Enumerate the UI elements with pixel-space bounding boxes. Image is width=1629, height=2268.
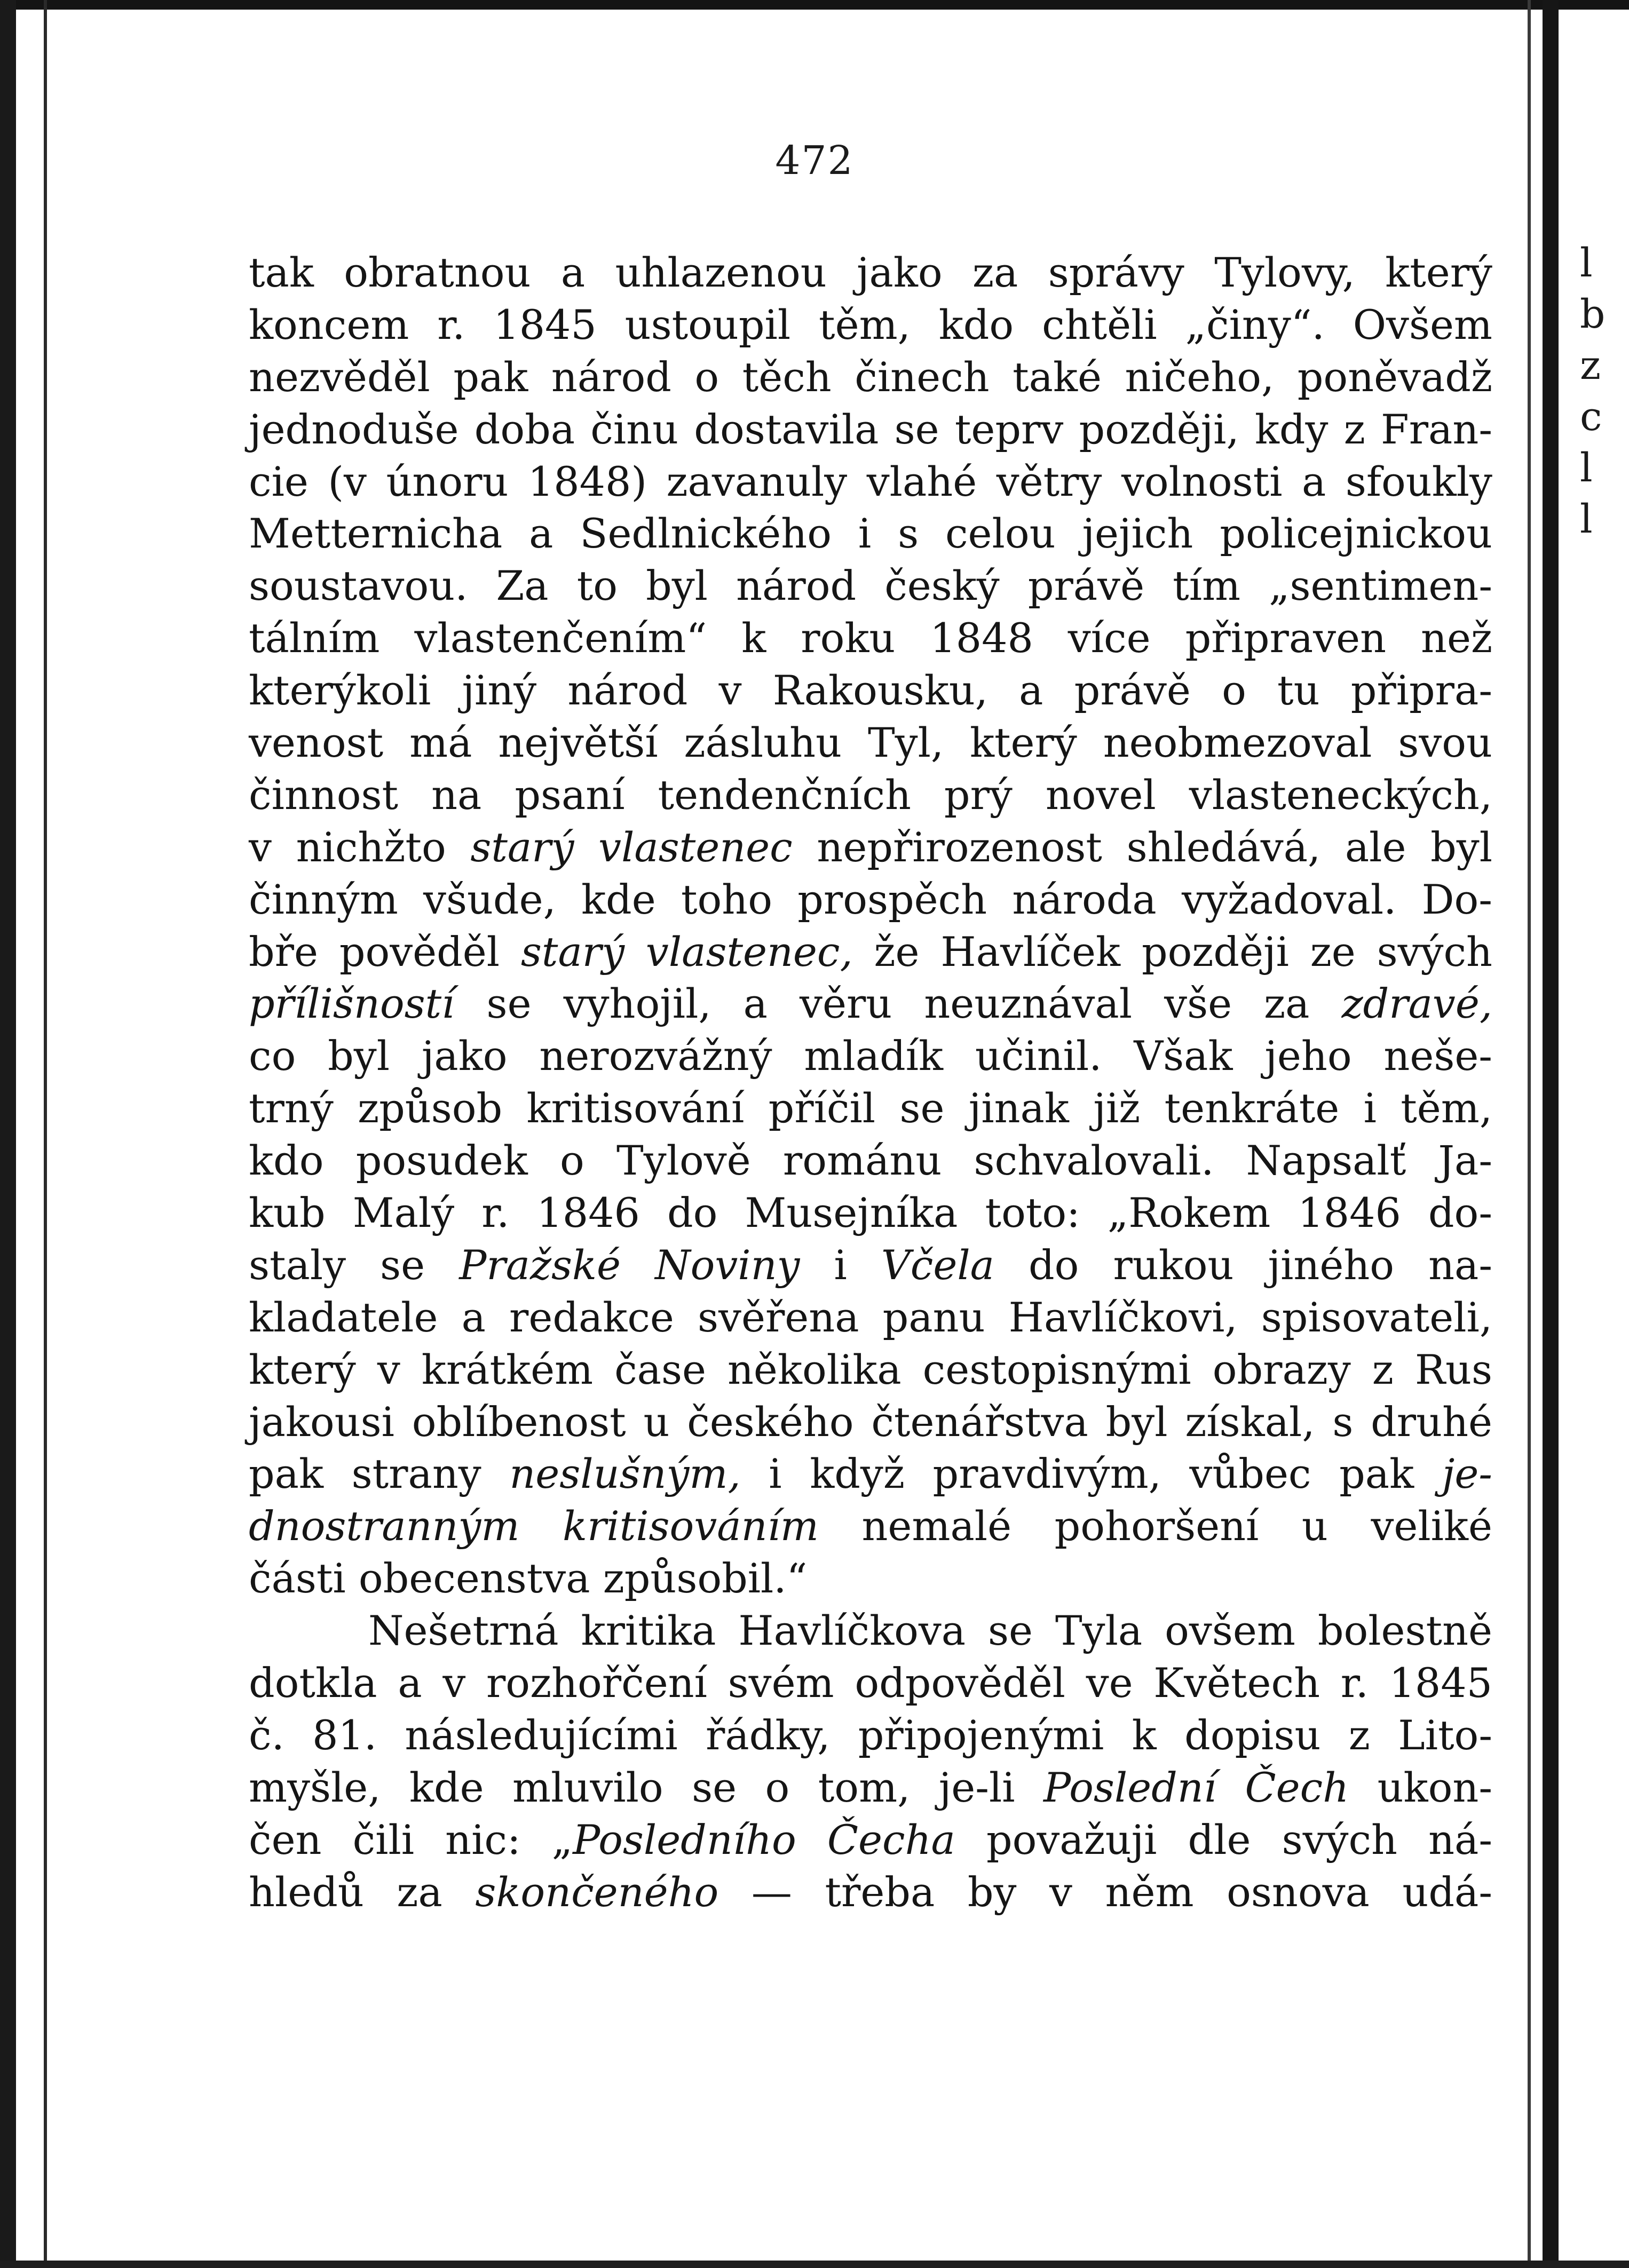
italic-run: Poslední Čech — [1043, 1763, 1349, 1811]
italic-run: skončeného — [475, 1868, 719, 1916]
text-line — [249, 926, 1492, 978]
scan-gutter — [1543, 0, 1559, 2268]
text-run: i když pravdivým, vůbec pak — [740, 1450, 1442, 1498]
text-run: myšle, kde mluvilo se o tom, je-li — [249, 1763, 1044, 1811]
scan-border-left-inner — [44, 0, 47, 2268]
text-run: bře pověděl — [249, 927, 521, 976]
text-line — [249, 821, 1492, 874]
text-run: čen čili nic: „ — [249, 1815, 573, 1863]
italic-run: neslušným, — [509, 1450, 741, 1498]
text-run: do rukou jiného na- — [994, 1241, 1493, 1289]
text-run: pak strany — [249, 1450, 510, 1498]
next-page-char: b — [1580, 291, 1606, 337]
text-line: venost má největší zásluhu Tyl, který neobmezoval svou — [249, 719, 1492, 767]
text-line: tak obratnou a uhlazenou jako za správy Tylovy, který — [249, 249, 1492, 296]
text-run: v nichžto — [249, 823, 471, 871]
text-line: který v krátkém čase několika cestopisnými obrazy z Rus — [249, 1345, 1492, 1393]
text-line: Metternicha a Sedlnického i s celou jejich policejnickou — [249, 510, 1492, 558]
text-line: trný způsob kritisování příčil se jinak již tenkráte i těm, — [249, 1084, 1492, 1132]
text-line — [249, 1500, 1492, 1552]
text-line — [249, 1239, 1492, 1291]
text-line: cie (v únoru 1848) zavanuly vlahé větry volnosti a sfoukly — [249, 457, 1492, 505]
italic-run: starý vlastenec, — [520, 927, 853, 976]
scan-border-bottom — [0, 2261, 1629, 2268]
text-run: považuji dle svých ná- — [955, 1815, 1493, 1863]
text-line: jednoduše doba činu dostavila se teprv později, kdy z Fran- — [249, 405, 1492, 453]
text-line: koncem r. 1845 ustoupil těm, kdo chtěli „činy“. Ovšem — [249, 300, 1492, 348]
text-run: i — [800, 1241, 881, 1289]
text-run: nepřirozenost shledává, ale byl — [792, 823, 1493, 871]
next-page-char: l — [1580, 496, 1593, 542]
text-run: ukon- — [1349, 1763, 1492, 1811]
next-page-char: c — [1580, 394, 1602, 440]
text-line: činnost na psaní tendenčních prý novel vlasteneckých, — [249, 771, 1492, 819]
italic-run: Včela — [881, 1241, 994, 1289]
text-line: kterýkoli jiný národ v Rakousku, a právě o tu připra- — [249, 667, 1492, 715]
text-line: tálním vlastenčením“ k roku 1848 více připraven než — [249, 614, 1492, 662]
text-line: č. 81. následujícími řádky, připojenými k dopisu z Lito- — [249, 1711, 1492, 1759]
text-line: činným všude, kde toho prospěch národa vyžadoval. Do- — [249, 875, 1492, 923]
italic-run: dnostranným kritisováním — [249, 1502, 819, 1550]
italic-run: je- — [1442, 1450, 1492, 1498]
body-text — [249, 247, 1492, 1918]
text-line: co byl jako nerozvážný mladík učinil. Však jeho neše- — [249, 1032, 1492, 1080]
next-page-char: l — [1580, 445, 1593, 491]
text-run: — třeba by v něm osnova udá- — [718, 1868, 1492, 1916]
text-line: kdo posudek o Tylově románu schvalovali. Napsalť Ja- — [249, 1137, 1492, 1185]
next-page-edge-fragment — [1580, 237, 1629, 545]
text-line — [249, 1448, 1492, 1500]
page-number: 472 — [775, 138, 854, 184]
text-line — [249, 1762, 1492, 1814]
text-line — [249, 1814, 1492, 1866]
text-line: dotkla a v rozhořčení svém odpověděl ve Květech r. 1845 — [249, 1659, 1492, 1707]
text-line: soustavou. Za to byl národ český právě tím „sentimen- — [249, 562, 1492, 610]
next-page-char: l — [1580, 240, 1593, 286]
text-run: staly se — [249, 1241, 460, 1289]
scan-border-left — [0, 0, 16, 2268]
italic-run: Pražské Noviny — [459, 1241, 800, 1289]
italic-run: Posledního Čecha — [573, 1815, 955, 1863]
italic-run: starý vlastenec — [470, 823, 793, 871]
scan-gutter-line — [1528, 0, 1531, 2268]
text-line: nezvěděl pak národ o těch činech také ničeho, poněvadž — [249, 353, 1492, 401]
text-line: části obecenstva způsobil.“ — [249, 1555, 808, 1603]
text-run: hledů za — [249, 1868, 476, 1916]
text-line: Nešetrná kritika Havlíčkova se Tyla ovšem bolestně — [368, 1607, 1492, 1655]
text-line: jakousi oblíbenost u českého čtenářstva byl získal, s druhé — [249, 1398, 1492, 1446]
scan-border-top — [0, 0, 1629, 10]
italic-run: přílišností — [249, 980, 455, 1028]
text-run: se vyhojil, a věru neuznával vše za — [454, 980, 1342, 1028]
text-line: kub Malý r. 1846 do Musejníka toto: „Rokem 1846 do- — [249, 1189, 1492, 1237]
text-line — [249, 1866, 1492, 1918]
italic-run: zdravé, — [1341, 980, 1492, 1028]
text-line — [249, 978, 1492, 1030]
text-line: kladatele a redakce svěřena panu Havlíčkovi, spisovateli, — [249, 1293, 1492, 1341]
text-run: že Havlíček později ze svých — [852, 927, 1492, 976]
next-page-char: z — [1580, 343, 1601, 388]
text-run: nemalé pohoršení u veliké — [818, 1502, 1493, 1550]
